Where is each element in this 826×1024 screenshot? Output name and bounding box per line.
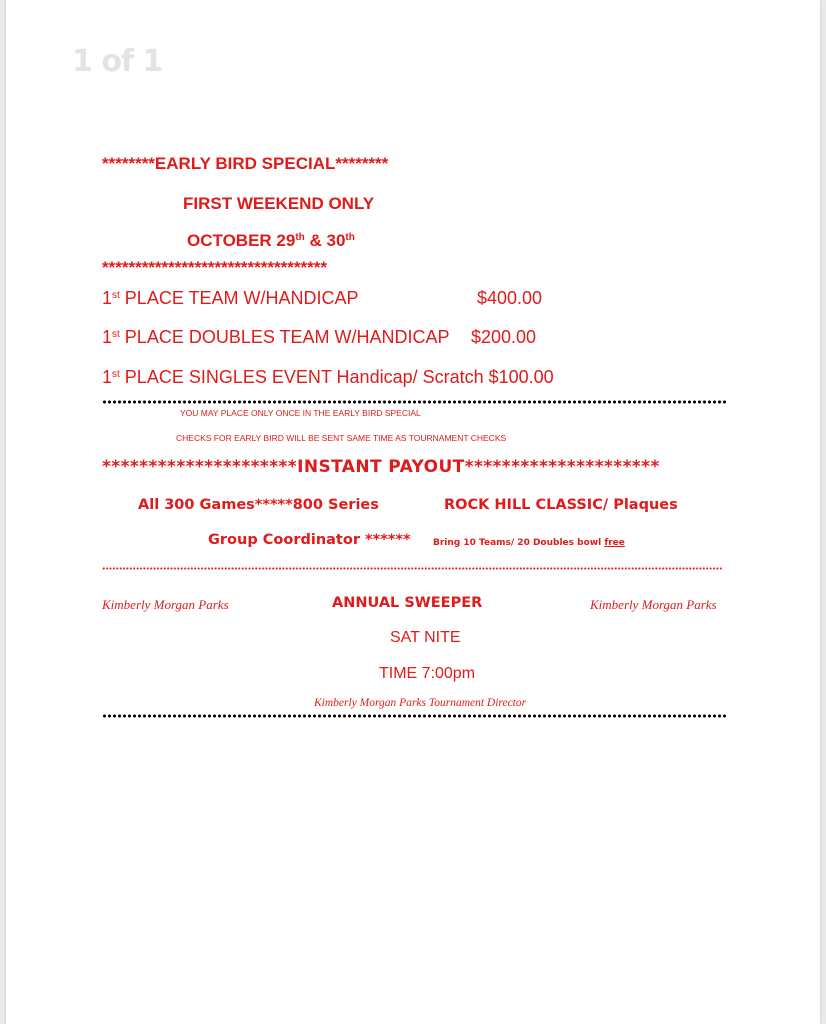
dotted-divider: [102, 400, 728, 404]
prize-sup: st: [112, 290, 120, 301]
signature-right: Kimberly Morgan Parks: [590, 597, 717, 612]
prize-ordinal: 1: [102, 288, 113, 308]
prize-team: [102, 288, 359, 309]
prize-doubles-amount: $200.00: [471, 327, 537, 347]
prize-ordinal: 1: [102, 367, 113, 387]
prize-sup: st: [112, 369, 120, 380]
bring-text: Bring 10 Teams/ 20 Doubles bowl: [433, 538, 602, 548]
dotted-divider-bottom: [102, 714, 728, 718]
prize-doubles: [102, 327, 450, 348]
instant-payout-heading: *********************INSTANT PAYOUT*********************: [102, 457, 660, 477]
free-text: free: [604, 538, 625, 548]
star-divider: **********************************: [102, 258, 327, 277]
dates-heading: [187, 231, 355, 251]
annual-sweeper-heading: ANNUAL SWEEPER: [332, 595, 483, 611]
dates-sup: th: [295, 232, 305, 243]
prize-label: PLACE DOUBLES TEAM W/HANDICAP: [119, 327, 450, 347]
page-indicator: 1 of 1: [72, 44, 163, 79]
note-place-once: YOU MAY PLACE ONLY ONCE IN THE EARLY BIRD SPECIAL: [180, 408, 421, 418]
prize-singles: [102, 367, 554, 388]
dates-part: OCTOBER 29: [187, 231, 296, 250]
bring-teams-note: [433, 538, 625, 548]
note-checks: CHECKS FOR EARLY BIRD WILL BE SENT SAME TIME AS TOURNAMENT CHECKS: [176, 433, 507, 443]
dates-sup: th: [345, 232, 355, 243]
prize-team-amount: $400.00: [477, 288, 543, 308]
first-weekend-heading: FIRST WEEKEND ONLY: [183, 194, 375, 213]
director-signature: Kimberly Morgan Parks Tournament Director: [314, 697, 527, 709]
prize-label: PLACE SINGLES EVENT Handicap/ Scratch $100.00: [119, 367, 554, 387]
signature-left: Kimberly Morgan Parks: [102, 597, 229, 612]
sat-nite: SAT NITE: [390, 629, 461, 646]
red-dotted-divider: [102, 567, 722, 570]
group-coordinator: Group Coordinator ******: [208, 532, 411, 548]
prize-label: PLACE TEAM W/HANDICAP: [119, 288, 359, 308]
dates-part: & 30: [304, 231, 346, 250]
document-page: [6, 0, 820, 1024]
early-bird-header: ********EARLY BIRD SPECIAL********: [102, 154, 389, 173]
rock-hill-classic: ROCK HILL CLASSIC/ Plaques: [444, 497, 678, 513]
prize-ordinal: 1: [102, 327, 113, 347]
prize-sup: st: [112, 329, 120, 340]
time-line: TIME 7:00pm: [379, 665, 476, 682]
games-series-line: All 300 Games*****800 Series: [138, 497, 379, 513]
